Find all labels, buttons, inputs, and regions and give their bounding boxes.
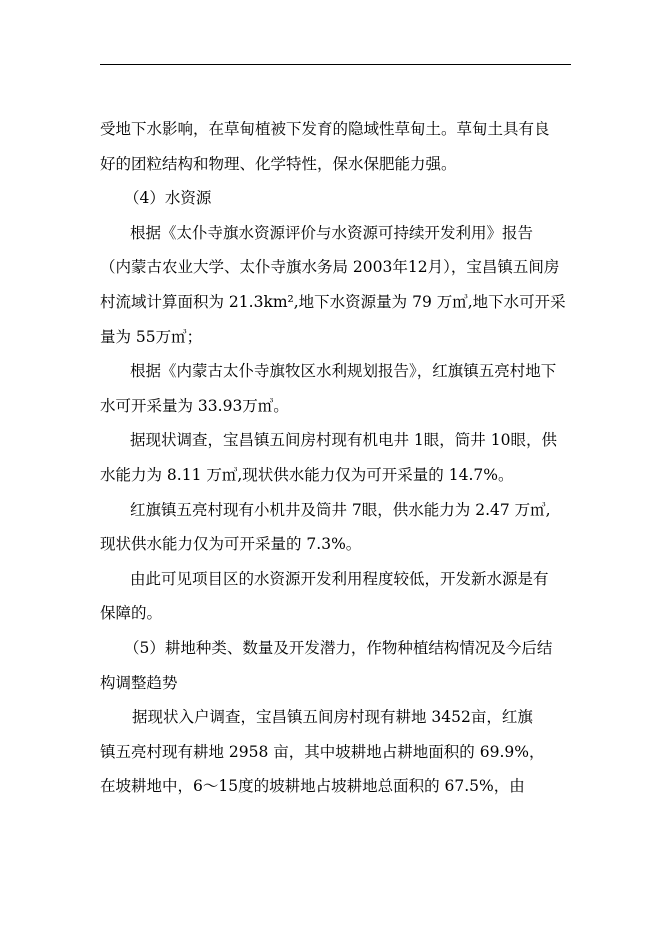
text-line: 水能力为 8.11 万㎥,现状供水能力仅为可开采量的 14.7%。: [100, 465, 514, 484]
text-line: 根据《太仆寺旗水资源评价与水资源可持续开发利用》报告: [130, 223, 534, 242]
header-rule: [100, 64, 571, 65]
body-text: [100, 112, 580, 804]
text-line: 镇五亮村现有耕地 2958 亩，其中坡耕地占耕地面积的 69.9%，: [100, 742, 545, 761]
text-line: 保障的。: [100, 604, 163, 623]
text-line: 构调整趋势: [100, 673, 178, 692]
text-line: 据现状调查，宝昌镇五间房村现有机电井 1眼，筒井 10眼，供: [130, 431, 557, 450]
text-line: 由此可见项目区的水资源开发利用程度较低，开发新水源是有: [130, 569, 549, 588]
text-line: 现状供水能力仅为可开采量的 7.3%。: [100, 535, 362, 554]
text-line: 根据《内蒙古太仆寺旗牧区水利规划报告》，红旗镇五亮村地下: [130, 362, 557, 381]
text-line: 受地下水影响，在草甸植被下发育的隐域性草甸土。草甸土具有良: [100, 120, 550, 138]
text-line: 好的团粒结构和物理、化学特性，保水保肥能力强。: [100, 154, 457, 173]
text-line: 在坡耕地中，6～15度的坡耕地占坡耕地总面积的 67.5%，由: [100, 777, 525, 796]
text-line: 水可开采量为 33.93万㎥。: [100, 396, 289, 415]
text-line: 量为 55万㎥；: [100, 327, 203, 346]
section-heading: （5）耕地种类、数量及开发潜力，作物种植结构情况及今后结: [124, 638, 553, 657]
text-line: （内蒙古农业大学、太仆寺旗水务局 2003年12月），宝昌镇五间房: [100, 258, 560, 277]
text-line: 据现状入户调查，宝昌镇五间房村现有耕地 3452亩，红旗: [132, 708, 533, 727]
section-heading: （4）水资源: [124, 189, 212, 208]
text-line: 红旗镇五亮村现有小机井及筒井 7眼，供水能力为 2.47 万㎥,: [130, 500, 551, 519]
text-line: 村流域计算面积为 21.3km²,地下水资源量为 79 万㎥,地下水可开采: [100, 292, 566, 311]
